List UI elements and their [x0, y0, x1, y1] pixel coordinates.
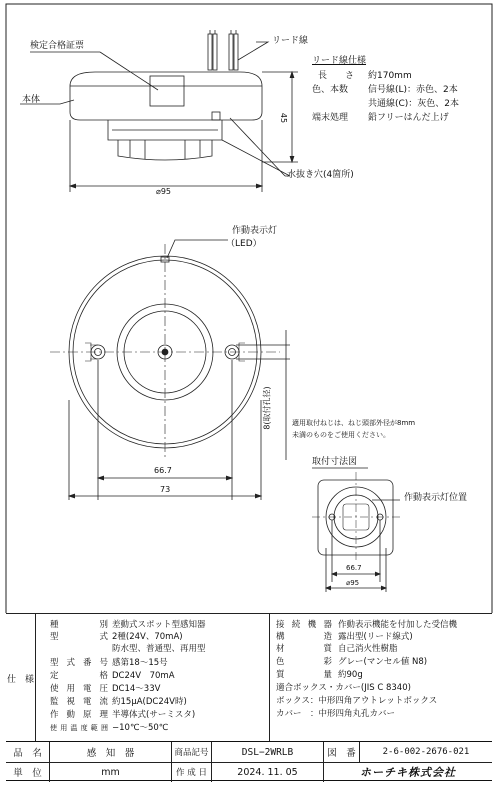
spec-right-row: [276, 632, 488, 643]
spec-value: 半導体式(サーミスタ): [112, 710, 196, 720]
callout-indicator-position: 作動表示灯位置: [404, 493, 468, 503]
spec-divider: [269, 614, 270, 742]
callout-body: 本体: [22, 95, 41, 105]
spec-right-row: [276, 696, 488, 707]
spec-key: 使用電圧: [50, 684, 108, 694]
name-value: 感 知 器: [50, 742, 172, 762]
spec-value: 防水型、普通型、再用型: [112, 644, 206, 654]
spec-right-row: [276, 657, 488, 668]
spec-key: 材 質: [276, 644, 332, 654]
plan-view: [50, 240, 290, 500]
dim-install-pitch: 66.7: [346, 564, 362, 572]
spec-table: [6, 613, 492, 741]
spec-value: 約15μA(DC24V時): [112, 697, 187, 707]
spec-value: −10℃～50℃: [112, 723, 169, 733]
dim-diameter-side: ⌀95: [156, 187, 171, 196]
title-block: [6, 741, 492, 781]
dim-pitch-large: 73: [160, 485, 171, 494]
spec-right-row: [276, 620, 488, 631]
date-value: 2024. 11. 05: [212, 762, 324, 782]
lead-spec-key-0: 長 さ: [318, 71, 355, 81]
spec-key: 質 量: [276, 670, 332, 680]
lead-spec-key-3: 端末処理: [312, 113, 349, 123]
spec-box-standard: 適合ボックス・カバー(JIS C 8340): [276, 683, 411, 693]
spec-key: 構 造: [276, 632, 332, 642]
spec-value: 作動表示機能を付加した受信機: [338, 620, 458, 630]
callout-indicator-lamp: 作動表示灯: [232, 226, 278, 236]
model-label: 商品記号: [172, 742, 212, 762]
spec-left-row: [50, 697, 260, 708]
spec-value: DC24V 70mA: [112, 671, 175, 681]
spec-key: 型 式: [50, 632, 108, 642]
spec-value: 2種(24V、70mA): [112, 632, 183, 642]
spec-cover: カバー ：中形四角丸孔カバー: [276, 709, 396, 719]
spec-key: 型式番号: [50, 658, 108, 668]
spec-value: 感第18～15号: [112, 658, 168, 668]
note-line-2: 未満のものをご使用ください。: [292, 431, 390, 439]
lead-spec-title: リード線仕様: [312, 56, 367, 66]
spec-left-row: [50, 620, 260, 631]
dim-install-diameter: ⌀95: [346, 579, 360, 587]
callout-label-cert: 検定合格証票: [30, 41, 85, 51]
side-view: [20, 30, 298, 192]
unit-label: 単 位: [6, 762, 50, 782]
drawing-value: 2-6-002-2676-021: [382, 747, 470, 757]
callout-drain-holes: 水抜き穴(4箇所): [287, 170, 354, 180]
lead-spec-val-2: 共通線(C)：灰色、2本: [368, 99, 460, 109]
callout-lead-wire: リード線: [272, 36, 309, 46]
lead-spec-val-3: 鉛フリーはんだ上げ: [368, 113, 449, 123]
spec-right-row: [276, 709, 488, 720]
unit-value: mm: [50, 762, 172, 782]
lead-spec-key-1: 色、本数: [312, 85, 349, 95]
spec-key: 使用温度範囲: [50, 724, 108, 732]
spec-box: ボックス：中形四角アウトレットボックス: [276, 696, 438, 706]
spec-left: [50, 620, 260, 738]
callout-led: （LED）: [226, 239, 262, 249]
spec-key: 種 別: [50, 620, 108, 630]
note-line-1: 適用取付ねじは、ねじ頭部外径が8mm: [292, 419, 416, 427]
date-label: 作 成 日: [172, 762, 212, 782]
company-logo: [324, 762, 492, 782]
spec-right-row: [276, 670, 488, 681]
spec-key: 作動原理: [50, 710, 108, 720]
lead-spec-val-0: 約170mm: [368, 71, 412, 81]
spec-value: グレー(マンセル値 N8): [338, 657, 428, 667]
spec-key: 接続機器: [276, 620, 332, 630]
spec-right-row: [276, 644, 488, 655]
spec-right: [276, 620, 488, 738]
name-label: 品 名: [6, 742, 50, 762]
spec-side-label: 仕 様: [6, 614, 36, 742]
lead-spec-val-1: 信号線(L)：赤色、2本: [368, 85, 458, 95]
spec-left-row: [50, 710, 260, 721]
dim-mount-hole: 8(取付孔径): [262, 386, 272, 430]
install-dim-title: 取付寸法図: [312, 457, 358, 467]
spec-left-row: [50, 644, 260, 655]
spec-left-row: [50, 671, 260, 682]
dim-pitch-small: 66.7: [154, 466, 172, 475]
model-value: DSL−2WRLB: [212, 742, 324, 762]
spec-key: 定 格: [50, 671, 108, 681]
spec-key: 色 彩: [276, 657, 332, 667]
installation-view: [312, 468, 400, 592]
spec-right-row: [276, 683, 488, 694]
spec-value: 自己消火性樹脂: [338, 644, 398, 654]
spec-value: 約90g: [338, 670, 363, 680]
spec-left-row: [50, 658, 260, 669]
spec-key: 監視電流: [50, 697, 108, 707]
spec-value: DC14～33V: [112, 684, 161, 694]
spec-left-row: [50, 723, 260, 734]
spec-left-row: [50, 684, 260, 695]
spec-value: 露出型(リード線式): [338, 632, 413, 642]
spec-left-row: [50, 632, 260, 643]
spec-value: 差動式スポット型感知器: [112, 620, 206, 630]
drawing-label: 図 番: [324, 742, 360, 762]
company-name: ホーチキ株式会社: [360, 766, 456, 779]
dim-height: 45: [279, 112, 289, 124]
